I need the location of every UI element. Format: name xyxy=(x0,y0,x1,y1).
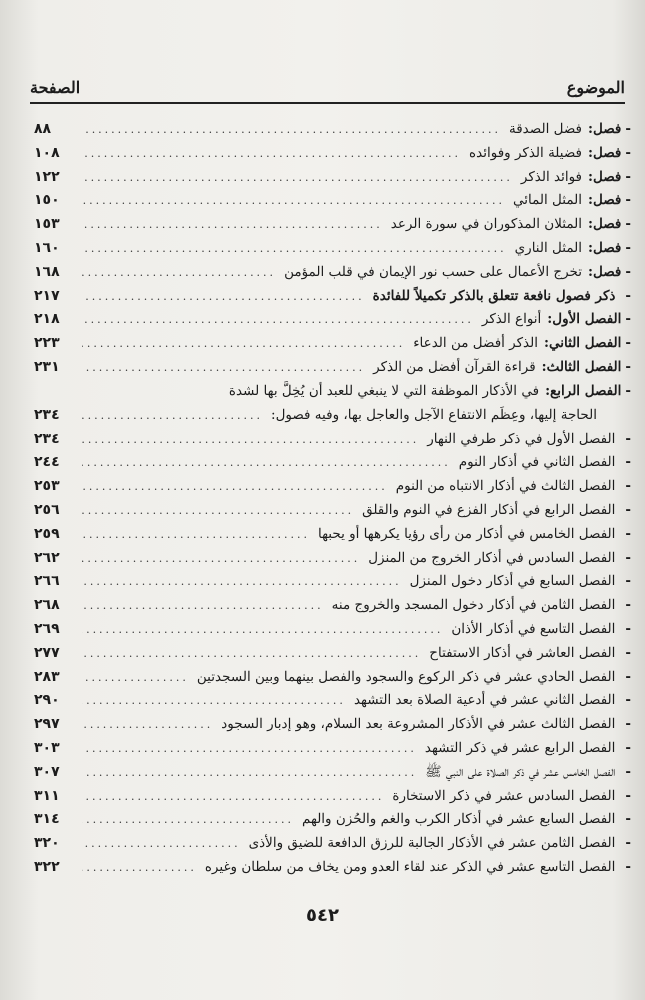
toc-entry xyxy=(34,856,631,880)
toc-entry xyxy=(34,666,631,690)
leader-dots xyxy=(82,475,388,499)
leader-dots xyxy=(82,213,383,237)
leader-dots xyxy=(82,785,384,809)
toc-entry xyxy=(34,713,631,737)
entry-page-number: ٨٨ xyxy=(34,121,52,137)
entry-page-number: ٢٦٢ xyxy=(34,549,60,566)
entry-page-number: ٢٦٩ xyxy=(34,620,60,637)
toc-entry xyxy=(34,261,631,285)
entry-bullet: - xyxy=(625,501,631,518)
leader-dots xyxy=(82,761,417,785)
entry-bullet: - xyxy=(625,811,631,828)
leader-dots xyxy=(82,261,276,285)
leader-dots xyxy=(82,832,241,856)
entry-bullet: - xyxy=(625,597,631,614)
entry-title: الفصل الحادي عشر في ذكر الركوع والسجود والفصل بينهما وبين السجدتين xyxy=(196,668,616,685)
entry-title: الفصل الخامس في أذكار من رأى رؤيا يكرهها أو يحبها xyxy=(317,525,616,542)
entry-bullet: - xyxy=(625,573,631,590)
entry-title: فضيلة الذكر وفوائده xyxy=(469,144,583,161)
entry-label: الفصل الرابع: xyxy=(545,382,622,399)
page-number: ٥٤٢ xyxy=(306,905,339,926)
entry-title: تخرج الأعمال على حسب نور الإيمان في قلب المؤمن xyxy=(284,263,583,280)
entry-title: المثل الناري xyxy=(514,239,583,256)
entry-bullet: - xyxy=(625,835,631,852)
toc-entry xyxy=(34,451,631,475)
entry-title: ذكر فصول نافعة تتعلق بالذكر تكميلاً للفائدة xyxy=(372,287,616,304)
entry-title: الفصل الثالث في أذكار الانتباه من النوم xyxy=(395,478,616,495)
entry-bullet: - xyxy=(625,358,631,375)
entry-title: الفصل الثاني في أذكار النوم xyxy=(458,454,616,471)
entry-title: الفصل الرابع عشر في ذكر التشهد xyxy=(424,739,616,756)
header-topic: الموضوع xyxy=(566,77,625,97)
entry-page-number: ٢٨٣ xyxy=(34,668,60,685)
entry-page-number: ٢١٨ xyxy=(34,311,60,328)
entry-bullet: - xyxy=(625,549,631,566)
entry-bullet: - xyxy=(625,430,631,447)
leader-dots xyxy=(82,499,354,523)
entry-page-number: ٢٥٩ xyxy=(34,525,60,542)
entry-page-number: ٣١١ xyxy=(34,787,60,804)
entry-bullet: - xyxy=(625,382,631,399)
entry-page-number: ١٦٠ xyxy=(34,239,60,256)
toc-entry xyxy=(34,142,631,166)
entry-page-number: ٢٦٦ xyxy=(34,573,60,590)
entry-label: الفصل الثاني: xyxy=(544,335,622,352)
entry-title: الحاجة إليها، وعِظَم الانتفاع الآجل والعاجل بها، وفيه فصول: xyxy=(271,406,597,423)
leader-dots xyxy=(82,404,263,428)
leader-dots xyxy=(82,547,360,571)
header-page: الصفحة xyxy=(30,77,81,97)
entry-bullet: - xyxy=(625,192,631,209)
toc-entry xyxy=(34,832,631,856)
entry-bullet: - xyxy=(625,620,631,637)
toc-entry xyxy=(34,761,631,785)
entry-title: فضل الصدقة xyxy=(508,121,583,137)
leader-dots xyxy=(82,689,346,713)
entry-page-number: ٢٥٦ xyxy=(34,501,60,518)
toc-entry xyxy=(34,356,631,380)
toc-entry xyxy=(34,570,631,594)
entry-page-number: ٢٦٨ xyxy=(34,597,60,614)
entry-title: المثل المائي xyxy=(512,192,583,209)
entry-title: المثلان المذكوران في سورة الرعد xyxy=(390,216,583,233)
entry-title: قراءة القرآن أفضل من الذكر xyxy=(373,358,536,375)
entry-title: الفصل العاشر في أذكار الاستفتاح xyxy=(429,644,616,661)
entry-title: الفصل الثامن في أذكار دخول المسجد والخروج منه xyxy=(331,597,616,614)
entry-label: فصل: xyxy=(588,239,622,256)
toc-entry xyxy=(34,213,631,237)
entry-page-number: ٣٠٣ xyxy=(34,739,60,756)
entry-page-number: ٢٣٤ xyxy=(34,430,60,447)
entry-bullet: - xyxy=(625,716,631,733)
entry-page-number: ١٢٢ xyxy=(34,168,60,185)
entry-title: الفصل الخامس عشر في ذكر الصلاة على النبي ﷺ xyxy=(425,763,616,780)
leader-dots xyxy=(82,142,461,166)
entry-page-number: ٢٣١ xyxy=(34,358,60,375)
leader-dots xyxy=(82,570,402,594)
entry-title: الفصل السابع في أذكار دخول المنزل xyxy=(409,573,616,590)
entry-bullet: - xyxy=(625,454,631,471)
entry-title: الفصل السادس في أذكار الخروج من المنزل xyxy=(368,549,616,566)
entry-page-number: ٢١٧ xyxy=(34,287,60,304)
leader-dots xyxy=(82,594,324,618)
entry-bullet: - xyxy=(625,216,631,233)
entry-page-number: ٣٠٧ xyxy=(34,763,60,780)
entry-title: فوائد الذكر xyxy=(520,168,583,185)
toc-entry xyxy=(34,523,631,547)
entry-bullet: - xyxy=(625,692,631,709)
entry-page-number: ١٦٨ xyxy=(34,263,60,280)
toc-entry xyxy=(34,547,631,571)
toc-entry xyxy=(34,642,631,666)
entry-title: الذكر أفضل من الدعاء xyxy=(413,335,539,352)
entry-title: الفصل السابع عشر في أذكار الكرب والغم والحُزن والهم xyxy=(301,811,616,828)
leader-dots xyxy=(82,118,501,142)
entry-bullet: - xyxy=(625,121,631,137)
entry-label: فصل: xyxy=(588,144,622,161)
toc-entry xyxy=(34,618,631,642)
entry-page-number: ١٥٣ xyxy=(34,216,60,233)
entry-label: فصل: xyxy=(588,263,622,280)
leader-dots xyxy=(82,618,443,642)
leader-dots xyxy=(82,451,451,475)
entry-bullet: - xyxy=(625,787,631,804)
entry-label: فصل: xyxy=(588,121,622,137)
entry-bullet: - xyxy=(625,763,631,780)
entry-label: فصل: xyxy=(588,216,622,233)
leader-dots xyxy=(82,737,417,761)
leader-dots xyxy=(82,666,189,690)
toc-entry xyxy=(34,737,631,761)
leader-dots xyxy=(82,356,365,380)
leader-dots xyxy=(82,642,421,666)
entry-title: الفصل السادس عشر في ذكر الاستخارة xyxy=(392,787,616,804)
entry-bullet: - xyxy=(625,478,631,495)
entry-title: الفصل الرابع في أذكار الفزع في النوم والقلق xyxy=(362,501,616,518)
entry-bullet: - xyxy=(625,525,631,542)
leader-dots xyxy=(82,428,419,452)
entry-title: الفصل الثاني عشر في أدعية الصلاة بعد التشهد xyxy=(353,692,616,709)
entry-bullet: - xyxy=(625,858,631,875)
entry-bullet: - xyxy=(625,739,631,756)
table-of-contents xyxy=(34,118,631,880)
toc-entry xyxy=(34,285,631,309)
toc-entry xyxy=(34,380,631,404)
leader-dots xyxy=(82,808,294,832)
toc-entry xyxy=(34,308,631,332)
toc-entry xyxy=(34,689,631,713)
entry-title: الفصل الثالث عشر في الأذكار المشروعة بعد السلام، وهو إدبار السجود xyxy=(221,716,616,733)
entry-page-number: ٣٢٠ xyxy=(34,835,60,852)
entry-page-number: ٢٤٤ xyxy=(34,454,60,471)
entry-title: أنواع الذكر xyxy=(481,311,542,328)
entry-page-number: ٣١٤ xyxy=(34,811,60,828)
entry-page-number: ٢٩٧ xyxy=(34,716,60,733)
toc-entry xyxy=(34,332,631,356)
entry-label: فصل: xyxy=(588,192,622,209)
entry-page-number: ٣٢٢ xyxy=(34,858,60,875)
toc-entry xyxy=(34,166,631,190)
entry-label: الفصل الأول: xyxy=(547,311,622,328)
entry-title: الفصل الثامن عشر في الأذكار الجالبة للرزق الدافعة للضيق والأذى xyxy=(248,835,616,852)
entry-page-number: ٢٢٣ xyxy=(34,335,60,352)
entry-title: الفصل التاسع في أذكار الأذان xyxy=(451,620,616,637)
entry-title: الفصل الأول في ذكر طرفي النهار xyxy=(427,430,616,447)
header-divider xyxy=(30,102,625,104)
toc-entry xyxy=(34,594,631,618)
entry-bullet: - xyxy=(625,239,631,256)
entry-page-number: ٢٩٠ xyxy=(34,692,60,709)
leader-dots xyxy=(82,856,197,880)
entry-page-number: ٢٥٣ xyxy=(34,478,60,495)
entry-title: الفصل التاسع عشر في الذكر عند لقاء العدو ومن يخاف من سلطان وغيره xyxy=(204,858,616,875)
entry-page-number: ٢٧٧ xyxy=(34,644,60,661)
entry-title: في الأذكار الموظفة التي لا ينبغي للعبد أن يُخِلَّ بها لشدة xyxy=(228,382,540,399)
toc-entry xyxy=(34,404,631,428)
entry-page-number: ١٠٨ xyxy=(34,144,60,161)
leader-dots xyxy=(82,332,405,356)
entry-bullet: - xyxy=(625,335,631,352)
entry-label: الفصل الثالث: xyxy=(541,358,622,375)
toc-entry xyxy=(34,785,631,809)
leader-dots xyxy=(82,308,474,332)
entry-bullet: - xyxy=(625,168,631,185)
toc-header xyxy=(30,74,625,100)
entry-bullet: - xyxy=(625,263,631,280)
entry-bullet: - xyxy=(625,644,631,661)
entry-label: فصل: xyxy=(588,168,622,185)
toc-entry xyxy=(34,808,631,832)
leader-dots xyxy=(82,189,505,213)
entry-page-number: ١٥٠ xyxy=(34,192,60,209)
leader-dots xyxy=(82,285,365,309)
entry-bullet: - xyxy=(625,144,631,161)
toc-entry xyxy=(34,118,631,142)
entry-bullet: - xyxy=(625,668,631,685)
toc-entry xyxy=(34,189,631,213)
entry-bullet: - xyxy=(625,287,631,304)
entry-bullet: - xyxy=(625,311,631,328)
entry-page-number: ٢٣٤ xyxy=(34,406,60,423)
toc-entry xyxy=(34,237,631,261)
toc-entry xyxy=(34,428,631,452)
leader-dots xyxy=(82,237,507,261)
leader-dots xyxy=(82,523,310,547)
toc-entry xyxy=(34,499,631,523)
toc-entry xyxy=(34,475,631,499)
leader-dots xyxy=(82,166,513,190)
leader-dots xyxy=(82,713,213,737)
